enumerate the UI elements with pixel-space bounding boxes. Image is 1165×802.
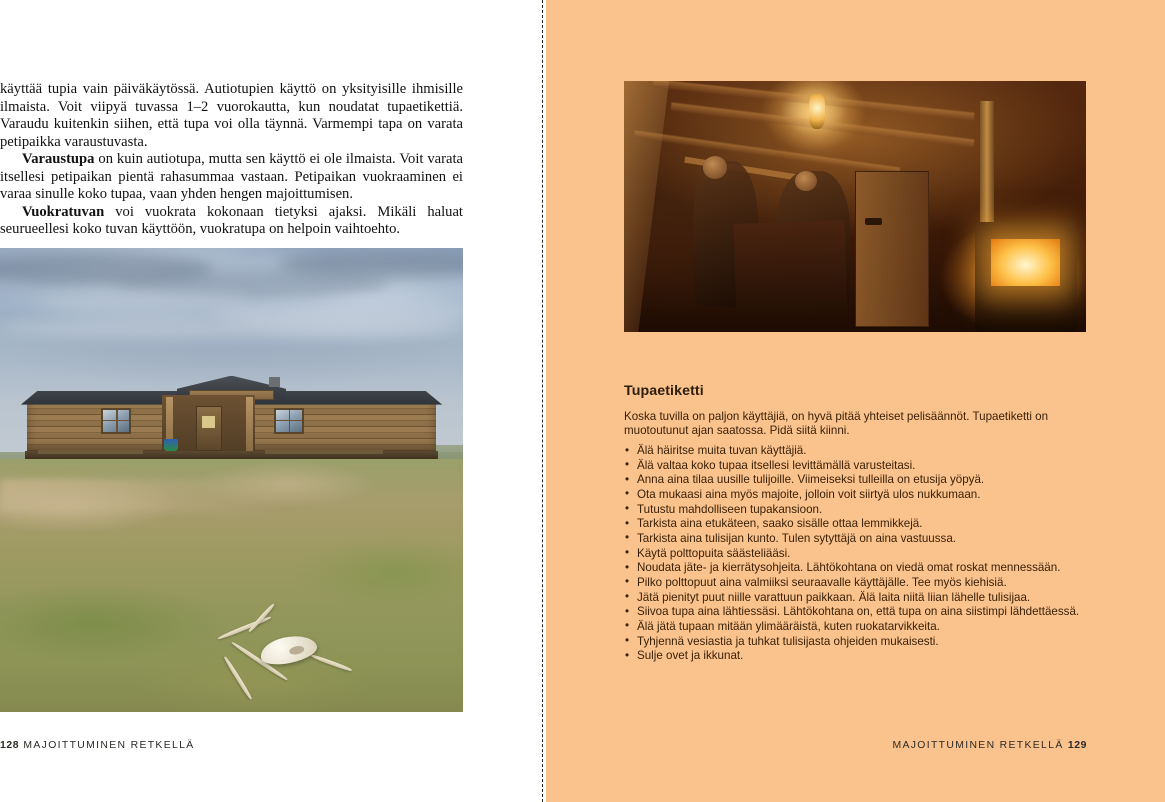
tupaetiketti-bullet-list	[624, 444, 1086, 664]
stove-fire-glow	[991, 239, 1060, 285]
list-item: • Tutustu mahdolliseen tupakansioon.	[624, 503, 1086, 518]
list-item: • Älä jätä tupaan mitään ylimääräistä, kuten ruokatarvikkeita.	[624, 620, 1086, 635]
photo-cabin-interior-scene	[624, 81, 1086, 332]
list-item: • Tarkista aina tulisijan kunto. Tulen sytyttäjä on aina vastuussa.	[624, 532, 1086, 547]
door-notice	[202, 416, 216, 427]
list-item: • Jätä pienityt puut niille varattuun paikkaan. Älä laita niitä liian lähelle tulisijaa.	[624, 591, 1086, 606]
photo-cabin-exterior-scene	[0, 248, 463, 712]
page-number-right: 129	[1067, 740, 1087, 751]
list-item: • Tarkista aina etukäteen, saako sisälle ottaa lemmikkejä.	[624, 517, 1086, 532]
interior-diagonal-post	[624, 81, 670, 332]
photo-cabin-interior	[624, 81, 1086, 332]
list-item: • Sulje ovet ja ikkunat.	[624, 649, 1086, 664]
porch-post-right	[246, 397, 253, 452]
paragraph-2-lead: Varaustupa	[22, 151, 95, 168]
list-item: • Tyhjennä vesiastia ja tuhkat tulisijasta ohjeiden mukaisesti.	[624, 635, 1086, 650]
tundra-ground	[0, 459, 463, 712]
list-item: • Ota mukaasi aina myös majoite, jolloin voit siirtyä ulos nukkumaan.	[624, 488, 1086, 503]
running-head-right: MAJOITTUMINEN RETKELLÄ	[892, 740, 1064, 751]
reindeer-skull	[258, 631, 319, 668]
cabin-bench-left	[38, 450, 143, 454]
skull-eye-socket	[289, 644, 305, 655]
left-page-body-text	[0, 81, 463, 239]
wood-stove	[975, 222, 1077, 332]
reindeer-skull-and-antlers	[213, 611, 380, 697]
stove-flue-pipe	[980, 101, 994, 227]
dirt-trail	[0, 479, 287, 512]
footer-left	[0, 740, 195, 751]
list-item: • Anna aina tilaa uusille tulijoille. Viimeiseksi tulleilla on etusija yöpyä.	[624, 473, 1086, 488]
list-item: • Älä häiritse muita tuvan käyttäjiä.	[624, 444, 1086, 459]
photo-cabin-exterior	[0, 248, 463, 712]
cabin-door	[196, 406, 222, 452]
paragraph-3	[0, 204, 463, 239]
person-head	[703, 156, 727, 179]
interior-door	[855, 171, 929, 327]
cloud	[0, 318, 463, 337]
antler-tine	[223, 656, 253, 700]
right-page	[546, 0, 1165, 802]
list-item: • Noudata jäte- ja kierrätysohjeita. Lähtökohtana on viedä omat roskat mennessään.	[624, 561, 1086, 576]
cabin-window-left	[101, 408, 131, 434]
interior-table	[733, 220, 847, 319]
paragraph-1	[0, 81, 463, 151]
left-page	[0, 0, 542, 802]
backpack-gear	[164, 439, 177, 451]
paragraph-2	[0, 151, 463, 204]
footer-right	[892, 740, 1087, 751]
section-intro-text: Koska tuvilla on paljon käyttäjiä, on hyvä pitää yhteiset pelisäännöt. Tupaetiketti on muotoutunut ajan saatossa. Pidä siitä kiinni.	[624, 409, 1049, 438]
ceiling-rafter	[634, 130, 900, 174]
antler-tine	[218, 616, 272, 641]
antler-tine	[310, 653, 352, 671]
paragraph-3-lead: Vuokratuvan	[22, 203, 105, 220]
page-divider-dashed-line	[542, 0, 543, 802]
paragraph-1-text: käyttää tupia vain päiväkäytössä. Autiotupien käyttö on yksityisille ihmisille ilmaista. Voit viipyä tuvassa 1–2 vuorokautta, kun noudatat tupaetikettiä. Varaudu kuitenkin siihen, että tupa voi olla täynnä. Varmempi tapa on varata petipaikka varaustuvasta.	[0, 81, 463, 150]
log-cabin	[21, 376, 442, 464]
door-handle	[865, 218, 882, 224]
list-item: • Pilko polttopuut aina valmiiksi seuraavalle käyttäjälle. Tee myös kiehisiä.	[624, 576, 1086, 591]
list-item: • Siivoa tupa aina lähtiessäsi. Lähtökohtana on, että tupa on aina siistimpi lähdettäessä.	[624, 605, 1086, 620]
page-number-left: 128	[0, 740, 20, 751]
cabin-window-right	[274, 408, 304, 434]
running-head-left: MAJOITTUMINEN RETKELLÄ	[23, 740, 195, 751]
hanging-lantern-icon	[809, 94, 825, 129]
list-item: • Käytä polttopuita säästeliääsi.	[624, 547, 1086, 562]
cabin-bench-right	[265, 450, 383, 454]
cabin-chimney	[269, 377, 280, 387]
list-item: • Älä valtaa koko tupaa itsellesi levittämällä varusteitasi.	[624, 459, 1086, 474]
section-heading: Tupaetiketti	[624, 382, 704, 399]
paragraph-2-text: on kuin autiotupa, mutta sen käyttö ei ole ilmaista. Voit varata itsellesi petipaikan pientä rahasummaa vastaan. Petipaikan vuokraaminen ei varaa sinulle koko tupaa, vaan yhden hengen majoittumisen.	[0, 151, 463, 203]
paragraph-3-text: voi vuokrata kokonaan tietyksi ajaksi. Mikäli haluat seurueellesi koko tuvan käyttöön, vuokratupa on helpoin vaihtoehto.	[0, 203, 463, 238]
